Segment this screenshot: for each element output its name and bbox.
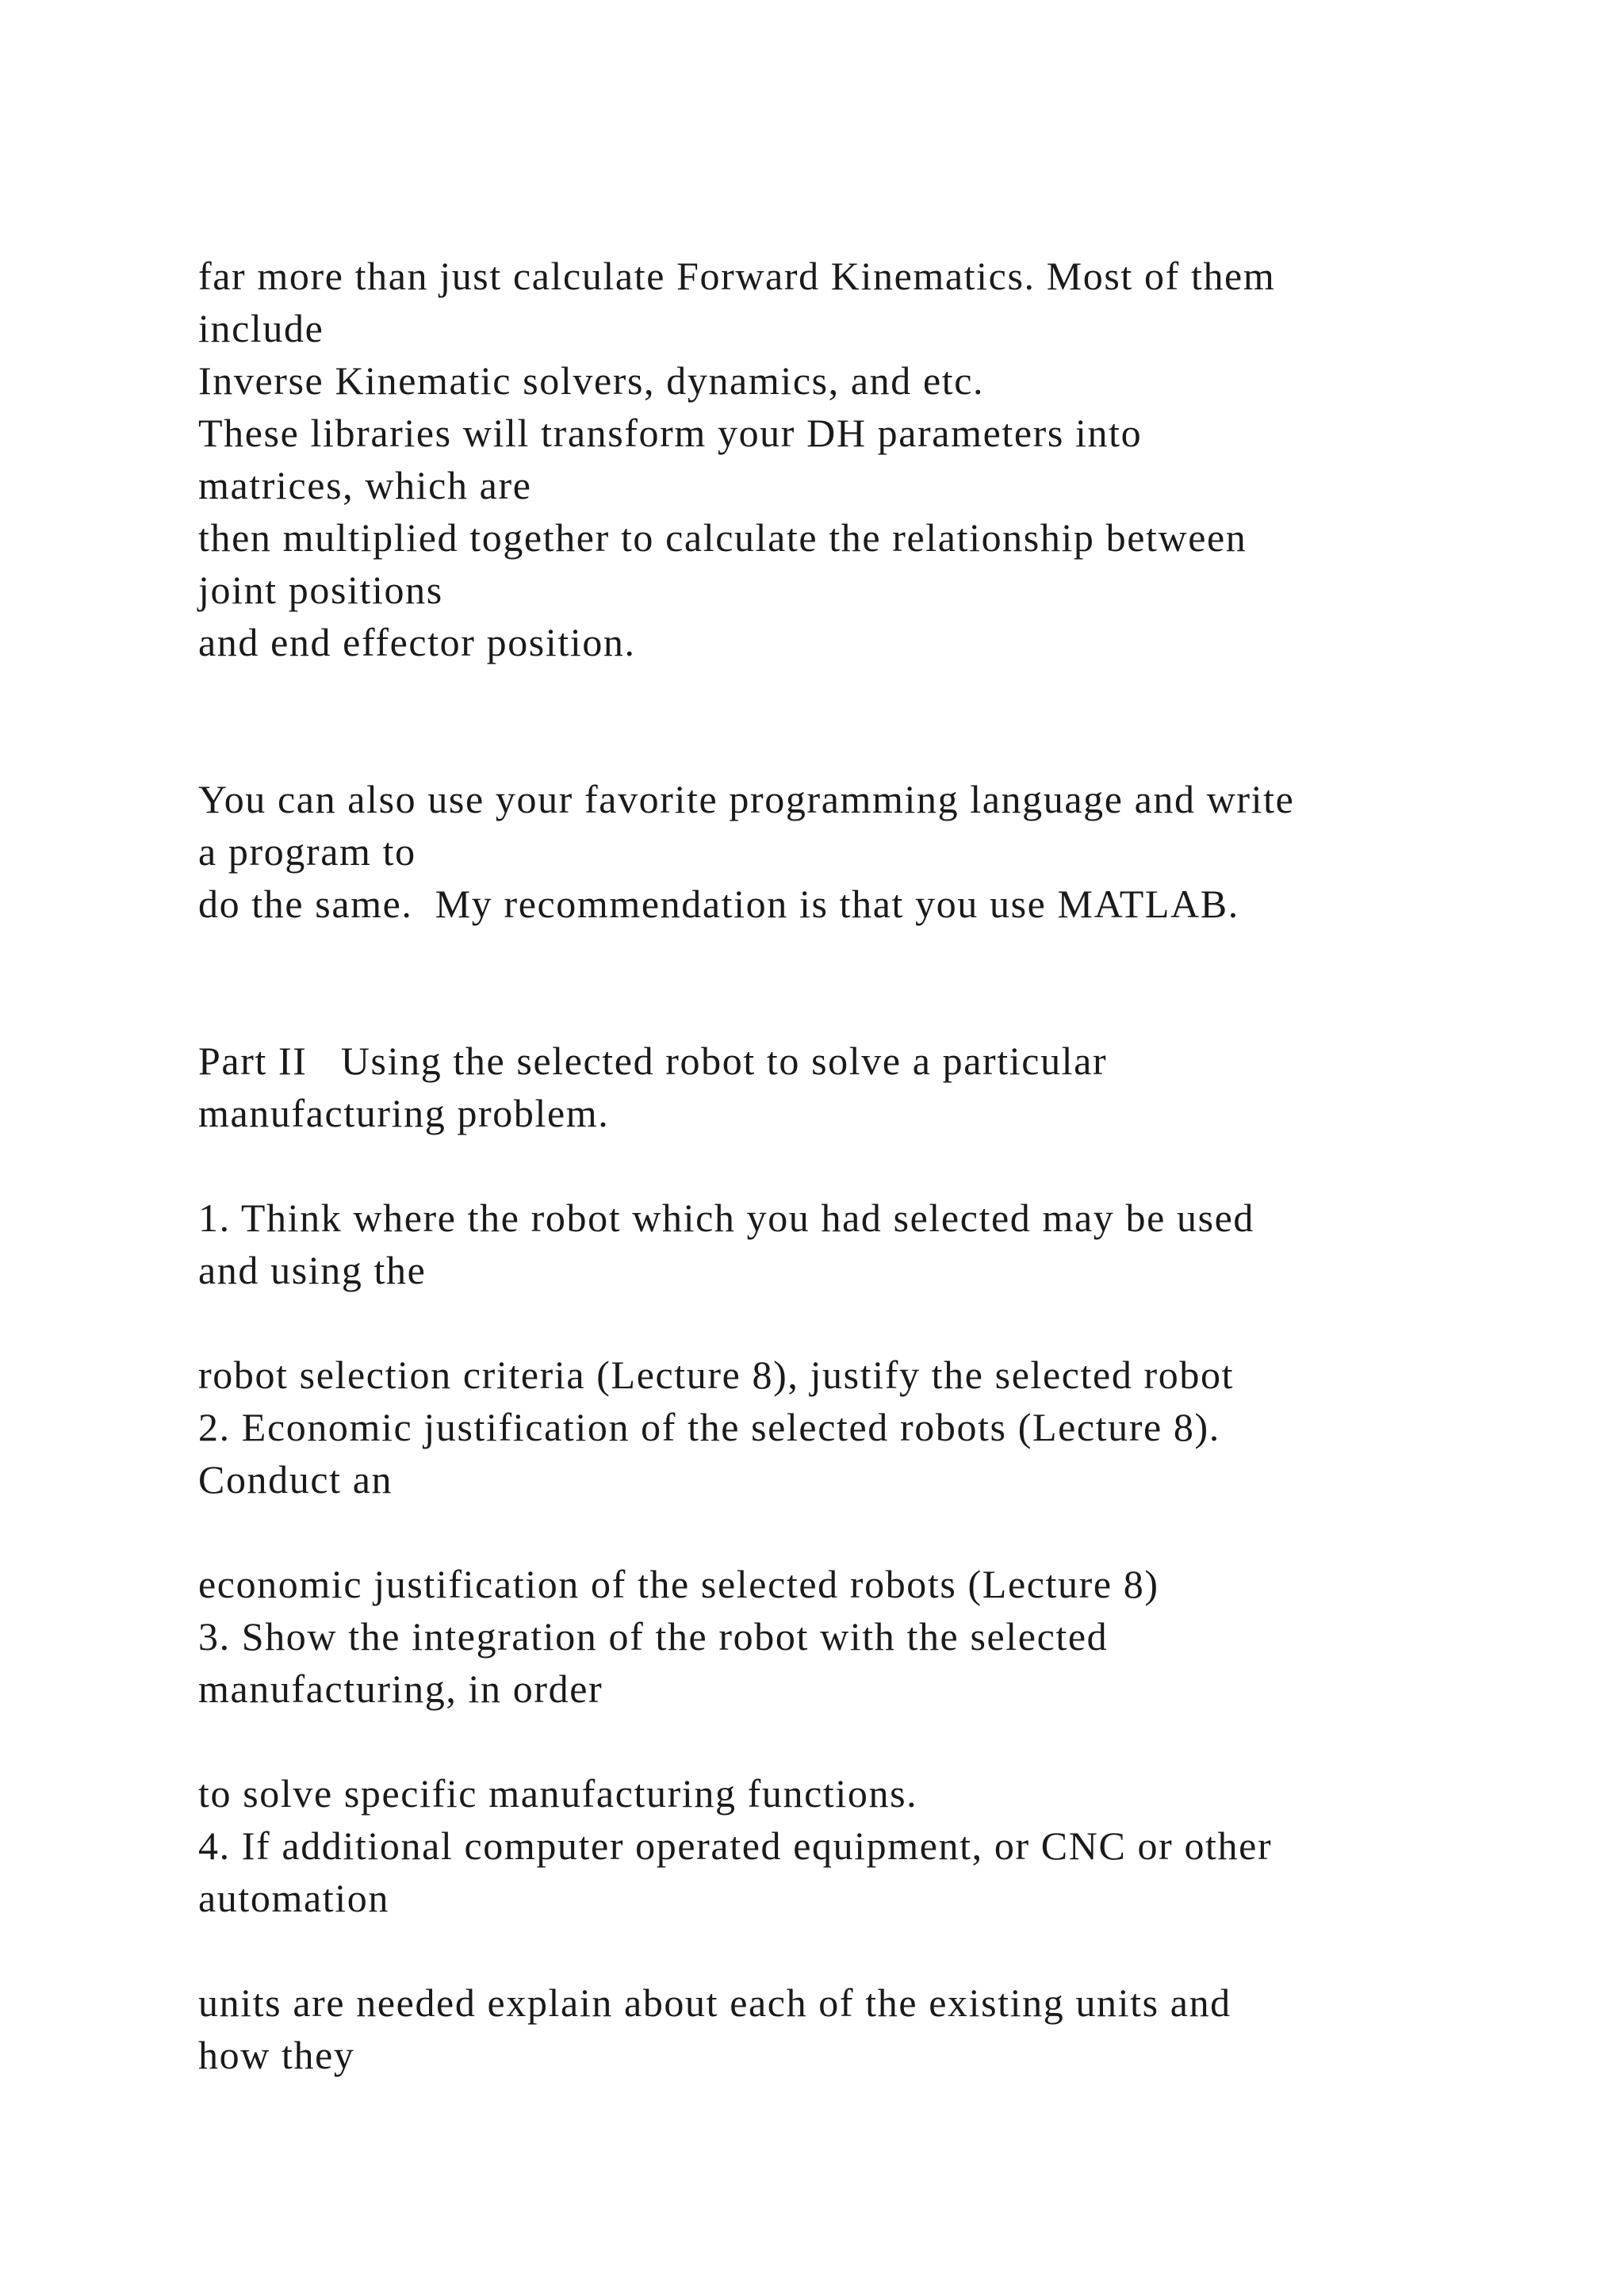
text-line: You can also use your favorite programming language and write bbox=[198, 777, 1295, 821]
text-line: These libraries will transform your DH parameters into bbox=[198, 411, 1143, 455]
list-item: 3. Show the integration of the robot with the selected bbox=[198, 1614, 1109, 1659]
list-item: Conduct an bbox=[198, 1457, 393, 1502]
text-line: matrices, which are bbox=[198, 463, 532, 507]
list-item: economic justification of the selected robots (Lecture 8) bbox=[198, 1562, 1159, 1606]
list-item: to solve specific manufacturing functions. bbox=[198, 1771, 918, 1816]
text-line: joint positions bbox=[198, 568, 443, 612]
list-item: automation bbox=[198, 1876, 389, 1920]
section-heading: Part II Using the selected robot to solve a particular bbox=[198, 1039, 1108, 1083]
list-item: manufacturing, in order bbox=[198, 1667, 603, 1711]
list-item: and using the bbox=[198, 1248, 427, 1292]
section-heading: manufacturing problem. bbox=[198, 1091, 610, 1135]
text-line: include bbox=[198, 306, 324, 350]
text-line: Inverse Kinematic solvers, dynamics, and etc. bbox=[198, 358, 985, 403]
text-line: do the same. My recommendation is that you use MATLAB. bbox=[198, 882, 1239, 926]
list-item: how they bbox=[198, 2033, 355, 2077]
list-item: robot selection criteria (Lecture 8), justify the selected robot bbox=[198, 1353, 1235, 1397]
list-item: 1. Think where the robot which you had selected may be used bbox=[198, 1196, 1255, 1240]
text-line: a program to bbox=[198, 829, 416, 874]
list-item: 4. If additional computer operated equipment, or CNC or other bbox=[198, 1823, 1273, 1868]
text-line: then multiplied together to calculate the relationship between bbox=[198, 515, 1247, 560]
list-item: 2. Economic justification of the selected robots (Lecture 8). bbox=[198, 1405, 1220, 1449]
list-item: units are needed explain about each of the existing units and bbox=[198, 1980, 1231, 2025]
text-line: far more than just calculate Forward Kinematics. Most of them bbox=[198, 254, 1276, 298]
text-line: and end effector position. bbox=[198, 620, 636, 664]
